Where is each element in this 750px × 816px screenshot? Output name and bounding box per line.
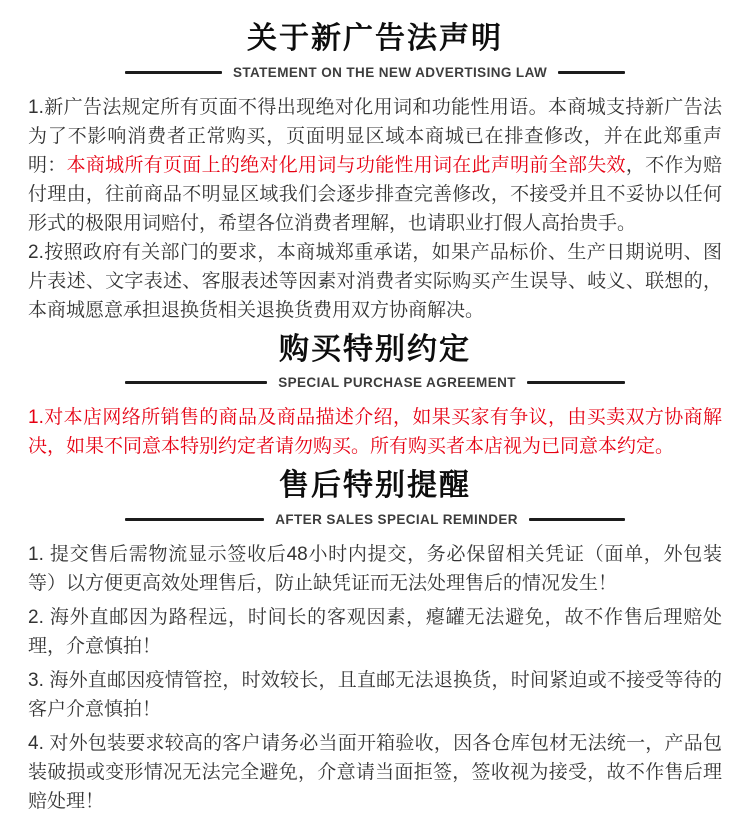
- after-sales-subtitle: AFTER SALES SPECIAL REMINDER: [275, 511, 518, 527]
- advertising-law-subtitle-row: [125, 65, 625, 80]
- after-sales-item-2: 2. 海外直邮因为路程远，时间长的客观因素，瘪罐无法避免，故不作售后理赔处理，介意慎拍！: [28, 606, 722, 657]
- section-after-sales: [28, 467, 722, 816]
- after-sales-subtitle-row: [125, 512, 625, 527]
- divider-line-right: [527, 381, 625, 384]
- divider-line-right: [529, 518, 625, 521]
- purchase-agreement-subtitle-row: [125, 375, 625, 390]
- divider-line-left: [125, 71, 222, 74]
- section-purchase-agreement: [28, 331, 722, 462]
- advertising-law-title: 关于新广告法声明: [247, 22, 503, 55]
- paragraph-1-segment-black: 1.新广告法规定所有页面不得出现绝对化用词和功能性用语。本商城支持新广告法为了不影响消费者正常购买，页面明显区域本商城已在排查修改，并在此郑重声明：: [28, 96, 722, 176]
- purchase-agreement-paragraph: 1.对本店网络所销售的商品及商品描述介绍，如果买家有争议，由买卖双方协商解决，如果不同意本特别约定者请勿购买。所有购买者本店视为已同意本约定。: [28, 407, 722, 457]
- section-advertising-law: [28, 20, 722, 325]
- after-sales-item-3: 3. 海外直邮因疫情管控，时效较长，且直邮无法退换货，时间紧迫或不接受等待的客户介意慎拍！: [28, 669, 722, 720]
- advertising-law-paragraph-1: [28, 93, 722, 238]
- after-sales-item-4: 4. 对外包装要求较高的客户请务必当面开箱验收，因各仓库包材无法统一，产品包装破损或变形情况无法完全避免，介意请当面拒签，签收视为接受，故不作售后理赔处理！: [28, 732, 722, 812]
- divider-line-right: [558, 71, 625, 74]
- after-sales-item-1: 1. 提交售后需物流显示签收后48小时内提交，务必保留相关凭证（面单，外包装等）以方便更高效处理售后，防止缺凭证而无法处理售后的情况发生！: [28, 543, 722, 594]
- advertising-law-paragraph-2: 2.按照政府有关部门的要求，本商城郑重承诺，如果产品标价、生产日期说明、图片表述、文字表述、客服表述等因素对消费者实际购买产生误导、岐义、联想的，本商城愿意承担退换货相关退换货费用双方协商解决。: [28, 241, 722, 321]
- divider-line-left: [125, 518, 264, 521]
- purchase-agreement-subtitle: SPECIAL PURCHASE AGREEMENT: [278, 375, 516, 390]
- divider-line-left: [125, 381, 267, 384]
- after-sales-title: 售后特别提醒: [279, 469, 471, 502]
- advertising-law-subtitle: STATEMENT ON THE NEW ADVERTISING LAW: [232, 64, 548, 80]
- paragraph-1-segment-black-2: ，不作为赔付理由，往前商品不明显区域我们会逐步排查完善修改，不接受并且不妥协以任何形式的极限用词赔付，希望各位消费者理解，也请职业打假人高抬贵手。: [28, 154, 722, 234]
- paragraph-1-segment-red: 本商城所有页面上的绝对化用词与功能性用词在此声明前全部失效: [66, 154, 626, 176]
- purchase-agreement-title: 购买特别约定: [279, 332, 471, 366]
